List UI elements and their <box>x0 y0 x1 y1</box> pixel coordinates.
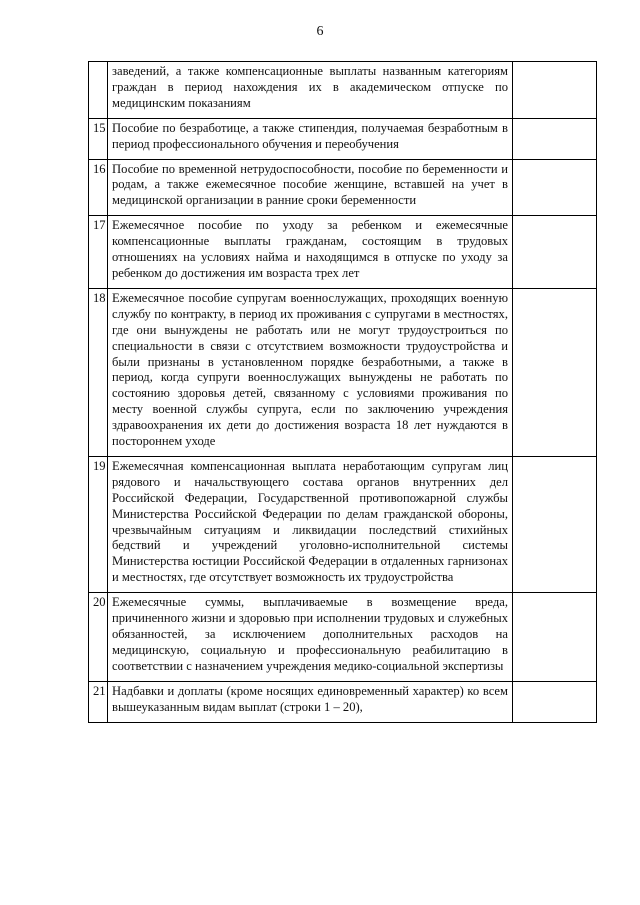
table-row <box>89 456 597 592</box>
row-number: 17 <box>89 216 108 289</box>
row-description: Пособие по безработице, а также стипендия, получаемая безработным в период профессионального обучения и переобучения <box>108 118 513 159</box>
row-value-cell <box>513 159 597 216</box>
row-number: 18 <box>89 288 108 456</box>
row-number: 21 <box>89 681 108 722</box>
row-value-cell <box>513 118 597 159</box>
row-description: Ежемесячная компенсационная выплата неработающим супругам лиц рядового и начальствующего состава органов внутренних дел Российской Федерации, Государственной противопожарной службы Министерства Российской Федерации по делам гражданской обороны, чрезвычайным ситуациям и ликвидации последствий стихийных бедствий и учреждений уголовно-исполнительной системы Министерства юстиции Российской Федерации в отдаленных гарнизонах и местностях, где отсутствует возможность их трудоустройства <box>108 456 513 592</box>
row-description: Ежемесячное пособие супругам военнослужащих, проходящих военную службу по контракту, в период их проживания с супругами в местностях, где они вынуждены не работать или не могут трудоустроиться по специальности в связи с отсутствием возможности трудоустройства и были признаны в установленном порядке безработными, а также в период, когда супруги военнослужащих вынуждены не работать по состоянию здоровья детей, связанному с условиями проживания по месту военной службы супруга, если по заключению учреждения здравоохранения их дети до достижения возраста 18 лет нуждаются в постороннем уходе <box>108 288 513 456</box>
row-number <box>89 62 108 119</box>
row-value-cell <box>513 62 597 119</box>
table-row <box>89 159 597 216</box>
row-value-cell <box>513 456 597 592</box>
table-row <box>89 118 597 159</box>
row-number: 16 <box>89 159 108 216</box>
row-description: заведений, а также компенсационные выплаты названным категориям граждан в период нахождения их в академическом отпуске по медицинским показаниям <box>108 62 513 119</box>
row-number: 15 <box>89 118 108 159</box>
row-description: Надбавки и доплаты (кроме носящих единовременный характер) ко всем вышеуказанным видам выплат (строки 1 – 20), <box>108 681 513 722</box>
row-value-cell <box>513 593 597 682</box>
row-value-cell <box>513 681 597 722</box>
row-description: Ежемесячные суммы, выплачиваемые в возмещение вреда, причиненного жизни и здоровью при исполнении трудовых и служебных обязанностей, за исключением дополнительных расходов на медицинскую, социальную и профессиональную реабилитацию в соответствии с назначением учреждения медико-социальной экспертизы <box>108 593 513 682</box>
row-value-cell <box>513 216 597 289</box>
row-number: 19 <box>89 456 108 592</box>
table-row <box>89 288 597 456</box>
row-description: Пособие по временной нетрудоспособности, пособие по беременности и родам, а также ежемесячное пособие женщине, вставшей на учет в медицинской организации в ранние сроки беременности <box>108 159 513 216</box>
table-row <box>89 593 597 682</box>
row-description: Ежемесячное пособие по уходу за ребенком и ежемесячные компенсационные выплаты гражданам, состоящим в трудовых отношениях на условиях найма и находящимся в отпуске по уходу за ребенком до достижения им возраста трех лет <box>108 216 513 289</box>
table-row <box>89 216 597 289</box>
row-number: 20 <box>89 593 108 682</box>
page-number: 6 <box>316 24 324 39</box>
row-value-cell <box>513 288 597 456</box>
income-types-table <box>88 61 597 723</box>
table-row <box>89 62 597 119</box>
table-row <box>89 681 597 722</box>
